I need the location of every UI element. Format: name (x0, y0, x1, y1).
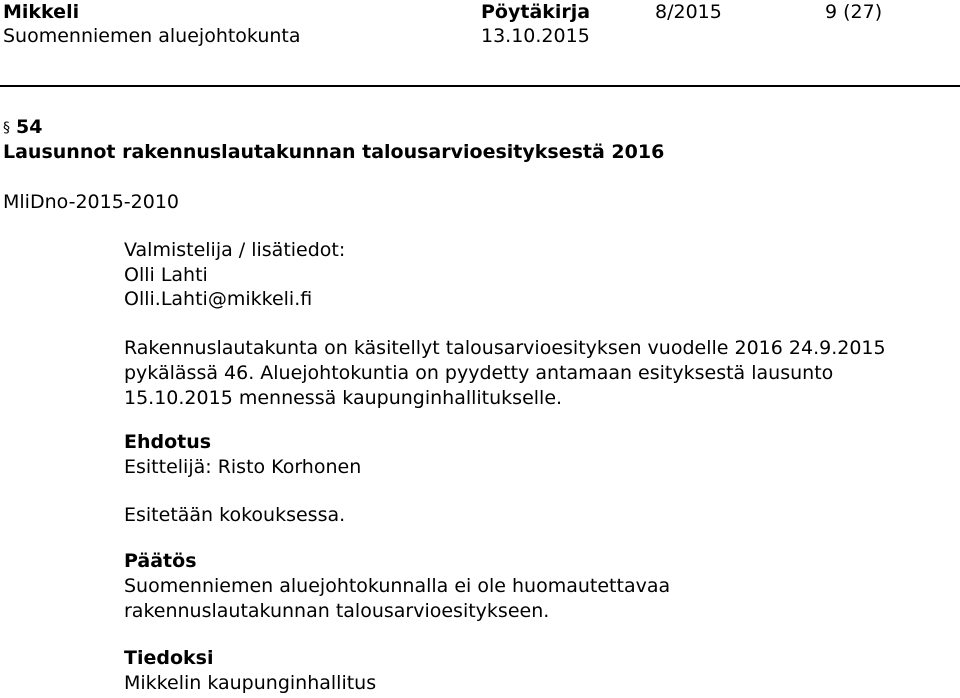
preparer-email: Olli.Lahti@mikkeli.fi (124, 288, 313, 310)
notice-heading: Tiedoksi (124, 647, 214, 669)
header-divider (0, 85, 960, 87)
header-date: 13.10.2015 (481, 25, 590, 47)
proposal-heading: Ehdotus (124, 431, 212, 453)
header-org: Mikkeli (3, 1, 80, 23)
header-doc-type: Pöytäkirja (481, 1, 591, 23)
decision-line-1: Suomenniemen aluejohtokunnalla ei ole huomautettavaa (124, 575, 671, 597)
document-dno: MliDno-2015-2010 (3, 191, 180, 213)
notice-recipient: Mikkelin kaupunginhallitus (124, 672, 377, 694)
section-number (3, 114, 42, 142)
proposal-text: Esitetään kokouksessa. (124, 504, 346, 526)
decision-heading: Päätös (124, 550, 197, 572)
decision-line-2: rakennuslautakunnan talousarvioesitykseen. (124, 600, 550, 622)
proposal-presenter: Esittelijä: Risto Korhonen (124, 456, 362, 478)
header-unit: Suomenniemen aluejohtokunta (3, 25, 301, 47)
header-page: 9 (27) (825, 1, 883, 23)
preparer-label: Valmistelija / lisätiedot: (124, 239, 346, 261)
description-line-1: Rakennuslautakunta on käsitellyt talousarvioesityksen vuodelle 2016 24.9.2015 (124, 337, 886, 359)
section-number-value: 54 (16, 116, 43, 138)
description-line-2: pykälässä 46. Aluejohtokuntia on pyydetty antamaan esityksestä lausunto (124, 362, 834, 384)
preparer-name: Olli Lahti (124, 264, 208, 286)
section-symbol: § (3, 120, 10, 136)
section-title: Lausunnot rakennuslautakunnan talousarvioesityksestä 2016 (3, 141, 665, 163)
header-doc-number: 8/2015 (655, 1, 722, 23)
description-line-3: 15.10.2015 mennessä kaupunginhallitukselle. (124, 387, 563, 409)
